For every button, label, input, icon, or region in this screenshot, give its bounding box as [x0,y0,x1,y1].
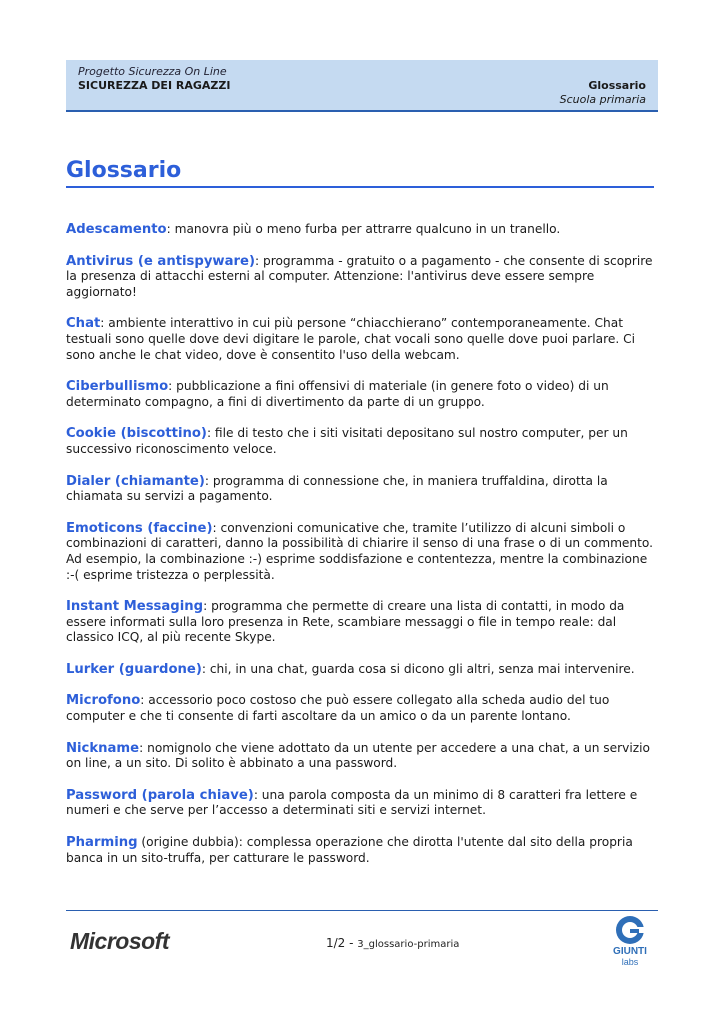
glossary-entry [66,316,658,363]
glossary-entry [66,693,658,724]
glossary-term: Microfono [66,693,141,709]
glossary-definition: : programma di connessione che, in maniera truffaldina, dirotta la chiamata su servizi a pagamento. [66,473,608,504]
project-name: Progetto Sicurezza On Line [78,65,227,78]
glossary-definition: : accessorio poco costoso che può essere collegato alla scheda audio del tuo computer e che ti consente di farti ascoltare da un amico o da un parente lontano. [66,693,610,724]
glossary-term: Lurker (guardone) [66,661,202,677]
glossary-term: Ciberbullismo [66,379,169,395]
glossary-term: Instant Messaging [66,599,204,615]
glossary-term: Adescamento [66,222,167,237]
page-header [66,60,658,112]
footer-divider [66,910,658,911]
glossary-entry [66,379,658,410]
glossary-entry [66,254,658,301]
glossary-list [66,222,658,882]
glossary-entry [66,222,658,238]
glossary-entry [66,835,658,866]
page-title: Glossario [66,158,654,188]
page-number: 1/2 - [326,936,358,950]
glossary-definition: : programma che permette di creare una lista di contatti, in modo da essere informati sulla loro presenza in Rete, scambiare messaggi o file in tempo reale: dal classico ICQ, al più recente Skype. [66,599,625,645]
glossary-entry [66,788,658,819]
file-name: 3_glossario-primaria [357,939,460,950]
glossary-entry [66,426,658,457]
glossary-term: Antivirus (e antispyware) [66,253,255,269]
giunti-logo-text: GIUNTI [613,946,647,957]
glossary-definition: : file di testo che i siti visitati depositano sul nostro computer, per un successivo riconoscimento veloce. [66,426,628,456]
glossary-definition: (origine dubbia): complessa operazione che dirotta l'utente dal sito della propria banca in un sito-truffa, per catturare le password. [66,835,633,865]
glossary-definition: : ambiente interattivo in cui più persone “chiacchierano” contemporaneamente. Chat testuali sono quelle dove devi digitare le parole, chat vocali sono quelle dove puoi parlare. Ci sono anche le chat video, dove è consentito l'uso della webcam. [66,316,635,362]
header-doc-label: Glossario [588,79,646,92]
microsoft-logo-text: Microsoft [70,928,169,954]
glossary-term: Pharming [66,835,138,851]
page-footer [326,936,459,950]
header-subtitle: Scuola primaria [559,93,646,106]
glossary-term: Emoticons (faccine) [66,520,213,536]
glossary-definition: : convenzioni comunicative che, tramite l’utilizzo di alcuni simboli o combinazioni di caratteri, danno la possibilità di chiarire il senso di una frase o di un commento. Ad esempio, la combinazione :-) esprime soddisfazione e contentezza, mentre la combinazione :-( esprime tristezza o perplessità. [66,520,654,582]
glossary-definition: : programma - gratuito o a pagamento - che consente di scoprire la presenza di attacchi esterni al computer. Attenzione: l'antivirus deve essere sempre aggiornato! [66,253,653,299]
glossary-term: Chat [66,316,101,332]
glossary-definition: : pubblicazione a fini offensivi di materiale (in genere foto o video) di un determinato compagno, a fini di divertimento da parte di un gruppo. [66,379,609,409]
glossary-term: Nickname [66,740,140,756]
glossary-definition: : una parola composta da un minimo di 8 caratteri fra lettere e numeri e che serve per l’accesso a determinati siti e servizi internet. [66,787,638,818]
header-title: SICUREZZA DEI RAGAZZI [78,79,231,92]
glossary-term: Cookie (biscottino) [66,426,207,442]
glossary-entry [66,741,658,772]
glossary-entry [66,599,658,646]
giunti-logo-sub: labs [621,957,639,967]
glossary-definition: : chi, in una chat, guarda cosa si dicono gli altri, senza mai intervenire. [201,661,635,676]
glossary-definition: : nomignolo che viene adottato da un utente per accedere a una chat, a un servizio on line, a un sito. Di solito è abbinato a una password. [66,740,650,771]
glossary-entry [66,474,658,505]
glossary-entry [66,662,658,678]
giunti-logo-icon [604,912,656,974]
glossary-definition: : manovra più o meno furba per attrarre qualcuno in un tranello. [166,222,561,236]
microsoft-logo [70,928,169,955]
glossary-entry [66,521,658,583]
glossary-term: Dialer (chiamante) [66,473,205,489]
giunti-labs-logo [604,912,656,974]
glossary-term: Password (parola chiave) [66,787,254,803]
